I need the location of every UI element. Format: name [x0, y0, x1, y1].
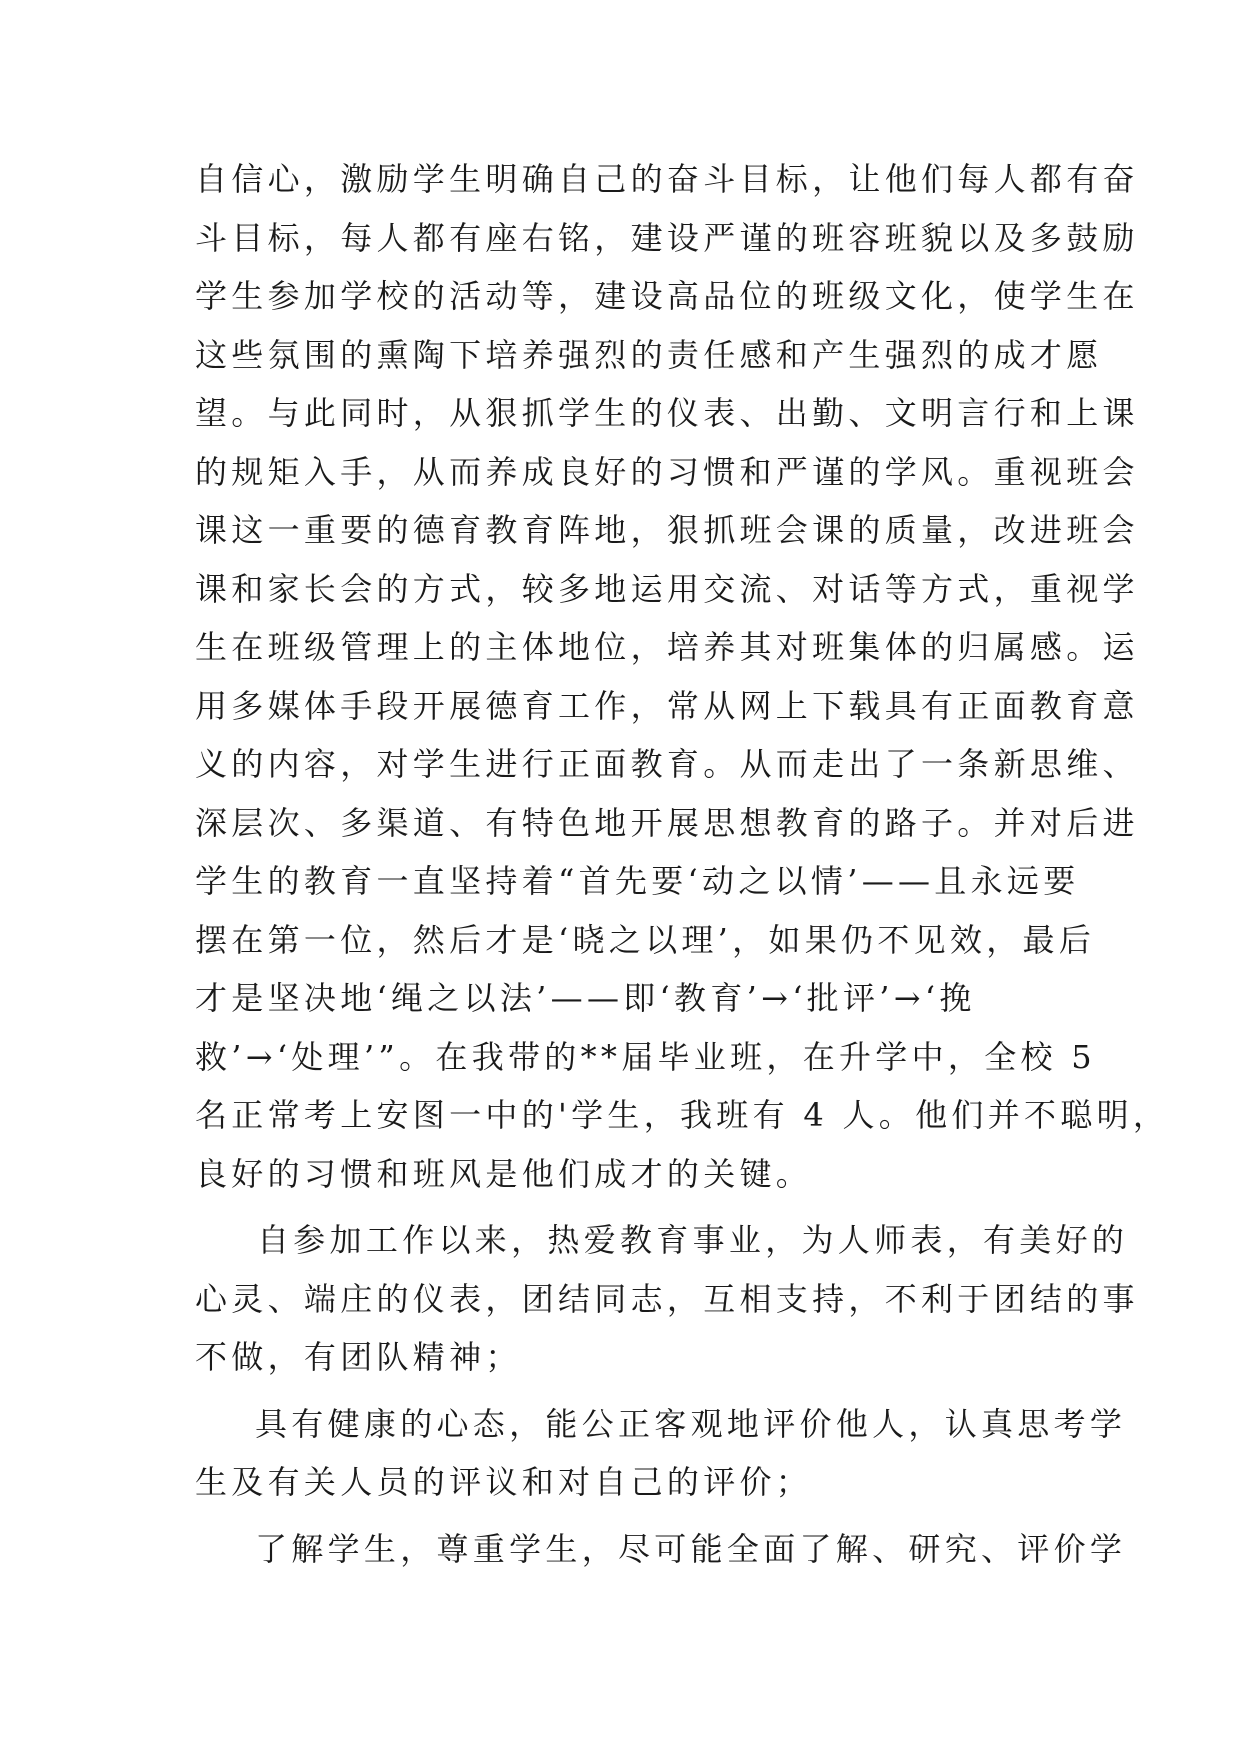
text-line: 不做，有团队精神；	[195, 1338, 522, 1376]
text-line: 了解学生，尊重学生，尽可能全面了解、研究、评价学	[255, 1529, 1127, 1568]
document-body	[195, 150, 1170, 1578]
text-line: 摆在第一位，然后才是‘晓之以理’，如果仍不见效，最后	[195, 920, 1096, 959]
text-line: 斗目标，每人都有座右铭，建设严谨的班容班貌以及多鼓励	[195, 218, 1139, 257]
text-line: 课这一重要的德育教育阵地，狠抓班会课的质量，改进班会	[195, 511, 1139, 549]
text-line: 自参加工作以来，热爱教育事业，为人师表，有美好的	[257, 1221, 1129, 1259]
text-line: 深层次、多渠道、有特色地开展思想教育的路子。并对后进	[195, 803, 1139, 842]
text-line: 义的内容，对学生进行正面教育。从而走出了一条新思维、	[195, 745, 1139, 783]
text-line: 救’→‘处理’”。在我带的**届毕业班，在升学中，全校 5	[195, 1037, 1096, 1076]
text-line: 名正常考上安图一中的'学生，我班有 4 人。他们并不聪明，	[195, 1096, 1170, 1134]
paragraph-gap	[195, 1203, 1065, 1211]
paragraph-3	[195, 1395, 1127, 1512]
text-line: 学生参加学校的活动等，建设高品位的班级文化，使学生在	[195, 277, 1139, 315]
text-line: 具有健康的心态，能公正客观地评价他人，认真思考学	[255, 1404, 1127, 1443]
text-line: 才是坚决地‘绳之以法’——即‘教育’→‘批评’→‘挽	[195, 979, 976, 1017]
paragraph-2	[195, 1211, 1139, 1387]
text-line: 生在班级管理上的主体地位，培养其对班集体的归属感。运	[195, 628, 1139, 666]
paragraph-gap	[195, 1387, 1065, 1395]
paragraph-gap	[195, 1512, 1065, 1520]
text-line: 心灵、端庄的仪表，团结同志，互相支持，不利于团结的事	[195, 1279, 1139, 1318]
paragraph-4	[195, 1520, 1127, 1579]
text-line: 这些氛围的熏陶下培养强烈的责任感和产生强烈的成才愿	[195, 335, 1103, 374]
text-line: 用多媒体手段开展德育工作，常从网上下载具有正面教育意	[195, 686, 1139, 725]
text-line: 学生的教育一直坚持着“首先要‘动之以情’——且永远要	[195, 862, 1080, 900]
text-line: 望。与此同时，从狠抓学生的仪表、出勤、文明言行和上课	[195, 394, 1139, 432]
text-line: 课和家长会的方式，较多地运用交流、对话等方式，重视学	[195, 569, 1139, 608]
text-line: 生及有关人员的评议和对自己的评价；	[195, 1463, 813, 1501]
text-line: 的规矩入手，从而养成良好的习惯和严谨的学风。重视班会	[195, 452, 1139, 491]
text-line: 良好的习惯和班风是他们成才的关键。	[195, 1154, 813, 1193]
text-line: 自信心，激励学生明确自己的奋斗目标，让他们每人都有奋	[195, 160, 1139, 198]
paragraph-1	[195, 150, 1170, 1203]
